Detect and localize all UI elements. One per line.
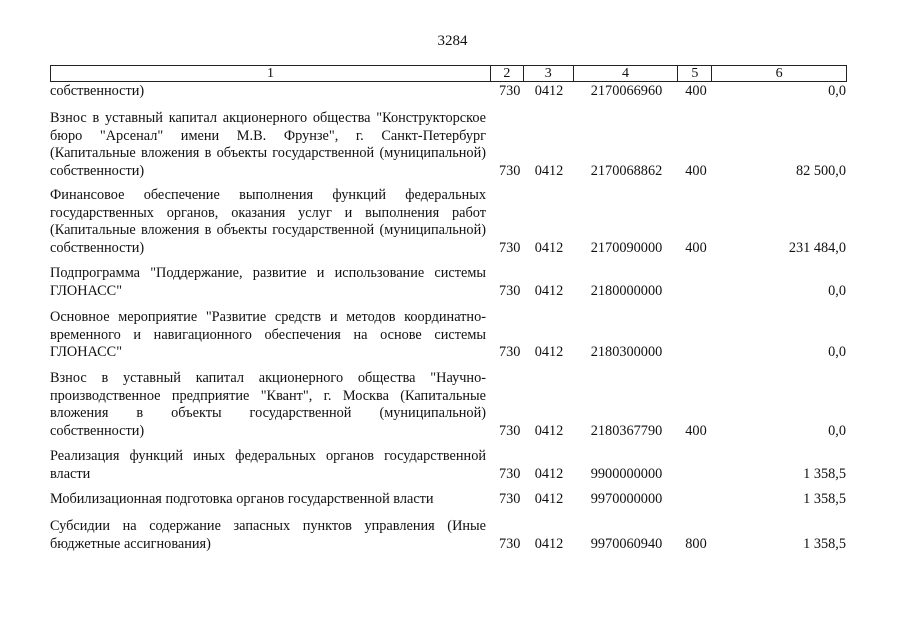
table-row	[50, 370, 847, 440]
row-ministry: 730	[499, 162, 521, 179]
row-section: 0412	[534, 162, 564, 179]
row-ministry: 730	[499, 83, 521, 99]
table-row	[50, 110, 847, 180]
row-target: 2170090000	[590, 239, 663, 256]
row-name: Финансовое обеспечение выполнения функций федеральных государственных органов, оказания услуг и выполнения работ (Капитальные вложения в объекты государственной (муниципальной) собственности)	[50, 187, 486, 256]
row-amount: 1 358,5	[803, 535, 846, 552]
row-name: Основное мероприятие "Развитие средств и методов координатно-временного и навигационного обеспечения на основе системы ГЛОНАСС"	[50, 309, 486, 360]
row-target: 2180000000	[590, 282, 663, 299]
row-section: 0412	[534, 535, 564, 552]
row-name: Мобилизационная подготовка органов государственной власти	[50, 491, 434, 507]
row-amount: 0,0	[828, 282, 846, 299]
header-col-6: 6	[775, 66, 783, 81]
row-section: 0412	[534, 344, 564, 360]
row-ministry: 730	[499, 535, 521, 552]
row-target: 2170066960	[590, 83, 663, 99]
row-ministry: 730	[499, 465, 521, 482]
table-row	[50, 309, 847, 362]
row-amount: 0,0	[828, 422, 846, 439]
row-target: 9970060940	[590, 535, 663, 552]
table-row	[50, 187, 847, 257]
row-amount: 231 484,0	[788, 239, 846, 256]
row-target: 9900000000	[590, 465, 663, 482]
row-ministry: 730	[499, 344, 521, 360]
row-type: 400	[685, 239, 707, 256]
table-row	[50, 491, 847, 509]
row-amount: 82 500,0	[795, 162, 846, 179]
header-col-2: 2	[491, 66, 524, 81]
row-section: 0412	[534, 239, 564, 256]
row-name: Взнос в уставный капитал акционерного общества "Конструкторское бюро "Арсенал" имени М.В. Фрунзе", г. Санкт-Петербург (Капитальные вложения в объекты государственной (муниципальной) собственности)	[50, 110, 486, 179]
page-number: 3284	[437, 33, 468, 49]
row-name: собственности)	[50, 83, 145, 99]
row-target: 9970000000	[590, 491, 663, 507]
row-ministry: 730	[499, 491, 521, 507]
table-row	[50, 83, 847, 101]
row-name: Реализация функций иных федеральных органов государственной власти	[50, 448, 486, 482]
row-target: 2180300000	[590, 344, 663, 360]
row-ministry: 730	[499, 282, 521, 299]
row-name: Субсидии на содержание запасных пунктов управления (Иные бюджетные ассигнования)	[50, 518, 486, 552]
header-col-3: 3	[524, 66, 574, 81]
row-amount: 1 358,5	[803, 491, 846, 507]
row-section: 0412	[534, 83, 564, 99]
row-amount: 0,0	[828, 344, 846, 360]
row-amount: 1 358,5	[803, 465, 846, 482]
row-target: 2170068862	[590, 162, 663, 179]
row-section: 0412	[534, 282, 564, 299]
table-row	[50, 265, 847, 300]
row-name: Взнос в уставный капитал акционерного общества "Научно-производственное предприятие "Квант", г. Москва (Капитальные вложения в объекты государственной (муниципальной) собственности)	[50, 370, 486, 439]
row-target: 2180367790	[590, 422, 663, 439]
header-col-4: 4	[574, 66, 679, 81]
row-name: Подпрограмма "Поддержание, развитие и использование системы ГЛОНАСС"	[50, 265, 486, 299]
row-ministry: 730	[499, 422, 521, 439]
row-amount: 0,0	[828, 83, 846, 99]
row-type: 800	[685, 535, 707, 552]
row-type: 400	[685, 83, 707, 99]
row-section: 0412	[534, 422, 564, 439]
table-header	[50, 65, 847, 82]
row-ministry: 730	[499, 239, 521, 256]
row-section: 0412	[534, 465, 564, 482]
table-row	[50, 448, 847, 483]
row-type: 400	[685, 162, 707, 179]
row-section: 0412	[534, 491, 564, 507]
header-col-5: 5	[678, 66, 712, 81]
table-row	[50, 518, 847, 553]
header-col-1: 1	[51, 66, 491, 81]
row-type: 400	[685, 422, 707, 439]
